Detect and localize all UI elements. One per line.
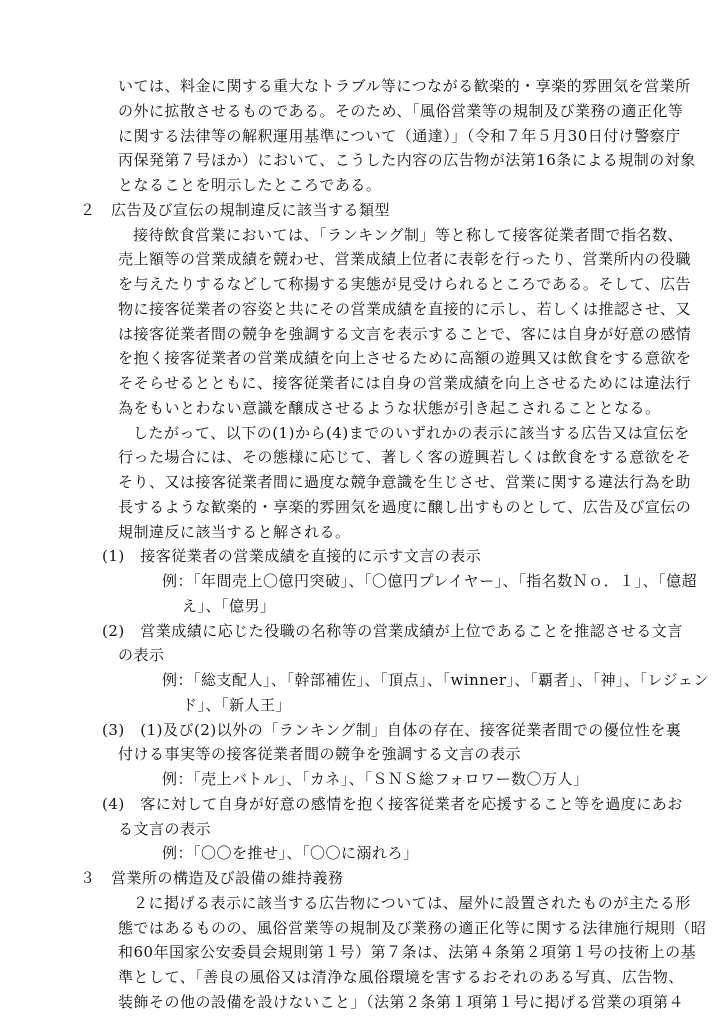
list-item-title: 付ける事実等の接客従業者間の競争を強調する文言の表示 xyxy=(118,745,522,764)
list-item-title: (4) 客に対して自身が好意の感情を抱く接客従業者を応援すること等を過度にあお xyxy=(102,794,683,813)
list-item-title: (2) 営業成績に応じた役職の名称等の営業成績が上位であることを推認させる文言 xyxy=(102,621,683,640)
example-line: 例：「〇〇を推せ」、「〇〇に溺れろ」 xyxy=(162,844,419,863)
list-item-title: る文言の表示 xyxy=(118,819,212,838)
list-item-title: (3) (1)及び(2)以外の「ランキング制」自体の存在、接客従業者間での優位性を裏 xyxy=(102,720,682,739)
text-line: 装飾その他の設備を設けないこと」（法第２条第１項第１号に掲げる営業の項第４ xyxy=(118,993,685,1011)
text-line: 売上額等の営業成績を競わせ、営業成績上位者に表彰を行ったり、営業所内の役職 xyxy=(118,250,692,269)
text-line: 接待飲食営業においては、「ランキング制」等と称して接客従業者間で指名数、 xyxy=(133,225,684,244)
text-line: 準として、「善良の風俗又は清浄な風俗環境を害するおそれのある写真、広告物、 xyxy=(118,968,684,987)
example-line: 例：「年間売上〇億円突破」、「〇億円プレイヤー」、「指名数Ｎｏ．１」、「億超 xyxy=(162,572,698,591)
list-item-title: の表示 xyxy=(118,646,165,665)
text-line: したがって、以下の(1)から(4)までのいずれかの表示に該当する広告又は宣伝を xyxy=(133,423,690,442)
text-line: は接客従業者間の競争を強調する文言を表示することで、客には自身が好意の感情 xyxy=(118,324,692,343)
text-line: 和60年国家公安委員会規則第１号）第７条は、法第４条第２項第１号の技術上の基 xyxy=(118,943,697,962)
text-line: を抱く接客従業者の営業成績を向上させるために高額の遊興又は飲食をする意欲を xyxy=(118,349,692,368)
text-line: ２に掲げる表示に該当する広告物については、屋外に設置されたものが主たる形 xyxy=(133,893,691,912)
example-line: ド」、「新人王」 xyxy=(182,695,292,714)
text-line: 物に接客従業者の容姿と共にその営業成績を直接的に示し、若しくは推認させ、又 xyxy=(118,299,692,318)
text-line: の外に拡散させるものである。そのため、「風俗営業等の規制及び業務の適正化等 xyxy=(118,101,684,120)
list-item-title: (1) 接客従業者の営業成績を直接的に示す文言の表示 xyxy=(102,547,482,566)
text-line: となることを明示したところである。 xyxy=(118,176,382,195)
text-line: に関する法律等の解釈運用基準について（通達）」（令和７年５月30日付け警察庁 xyxy=(118,126,681,145)
text-line: いては、料金に関する重大なトラブル等につながる歓楽的・享楽的雰囲気を営業所 xyxy=(118,77,691,95)
text-line: 態ではあるものの、風俗営業等の規制及び業務の適正化等に関する法律施行規則（昭 xyxy=(118,918,707,937)
text-line: 長するような歓楽的・享楽的雰囲気を過度に醸し出すものとして、広告及び宣伝の xyxy=(118,497,692,516)
text-line: そり、又は接客従業者間に過度な競争意識を生じさせ、営業に関する違法行為を助 xyxy=(118,473,692,492)
text-line: を与えたりするなどして称揚する実態が見受けられるところである。そして、広告 xyxy=(118,275,692,294)
text-line: 丙保発第７号ほか）において、こうした内容の広告物が法第16条による規制の対象 xyxy=(118,151,696,170)
text-line: 為をもいとわない意識を醸成させるような状態が引き起こされることとなる。 xyxy=(118,398,661,417)
text-line: 行った場合には、その態様に応じて、著しく客の遊興若しくは飲食をする意欲をそ xyxy=(118,448,692,467)
section-heading: ３ 営業所の構造及び設備の維持義務 xyxy=(80,869,344,888)
text-line: そそらせるとともに、接客従業者には自身の営業成績を向上させるためには違法行 xyxy=(118,374,692,393)
example-line: 例：「売上バトル」、「カネ」、「ＳＮＳ総フォロワー数〇万人」 xyxy=(162,770,589,789)
example-line: 例：「総支配人」、「幹部補佐」、「頂点」、「winner」、「覇者」、「神」、「レジェン xyxy=(162,671,709,690)
example-line: え」、「億男」 xyxy=(182,596,276,615)
text-line: 規制違反に該当すると解される。 xyxy=(118,522,351,541)
section-heading: ２ 広告及び宣伝の規制違反に該当する類型 xyxy=(80,200,391,219)
